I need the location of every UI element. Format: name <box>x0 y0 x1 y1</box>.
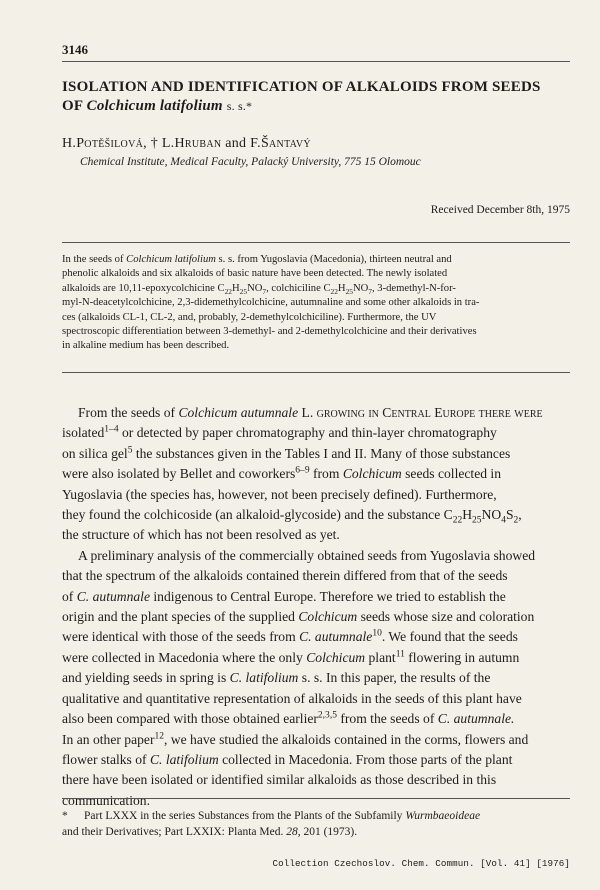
author-list: H.Potěšilová, † L.Hruban and F.Šantavý <box>62 136 311 151</box>
page-number: 3146 <box>62 42 88 57</box>
article-page <box>62 0 570 890</box>
article-title: ISOLATION AND IDENTIFICATION OF ALKALOIDS FROM SEEDS OF Colchicum latifolium s. s.* <box>62 79 541 114</box>
journal-citation: Collection Czechoslov. Chem. Commun. [Vol. 41] [1976] <box>272 858 570 869</box>
body-text: From the seeds of Colchicum autumnale L. growing in Central Europe there were isolated$^{1-4}$ or detected by paper chromatography and thin-layer chromatography on silica gel$^5$ the substances given in the Tables I and II. Many of those substances were also isolated by Bellet and coworkers$^{6-9}$ from Colchicum seeds collected in Yugoslavia (the species has, however, not been precisely defined). Furthermore, they found the colchicoside (an alkaloid-glycoside) and the substance $C_{22}H_{25}NO_4S_2$, the structure of which has not been resolved as yet. A preliminary analysis of the commercially obtained seeds from Yugoslavia showed that the spectrum of the alkaloids contained therein differed from that of the seeds of C. autumnale indigenous to Central Europe. Therefore we tried to establish the origin and the plant species of the supplied Colchicum seeds whose size and coloration were identical with those of the seeds from C. autumnale$^{10}$. We found that the seeds were collected in Macedonia where the only Colchicum plant$^{11}$ flowering in autumn and yielding seeds in spring is C. latifolium s. s. In this paper, the results of the qualitative and quantitative representation of alkaloids in the seeds of this plant have also been compared with those obtained earlier$^{2,3,5}$ from the seeds of C. autumnale. In an other paper$^{12}$, we have studied the alkaloids contained in the corms, flowers and flower stalks of C. latifolium collected in Macedonia. From those parts of the plant there have been isolated or identified similar alkaloids as those described in this communication. <box>62 405 543 808</box>
abstract-bottom-rule <box>62 372 570 373</box>
header-rule <box>62 61 570 62</box>
footnote-rule <box>62 798 570 799</box>
footnote: * Part LXXX in the series Substances from the Plants of the Subfamily Wurmbaeoideae and their Derivatives; Part LXXIX: Planta Med. 28, 201 (1973). <box>62 810 481 838</box>
received-date: Received December 8th, 1975 <box>430 204 570 216</box>
abstract: In the seeds of Colchicum latifolium s. s. from Yugoslavia (Macedonia), thirteen neutral and phenolic alkaloids and six alkaloids of basic nature have been detected. The newly isolated alkaloids are 10,11-epoxycolchicine $C_{22}H_{25}NO_7$, colchiciline $C_{22}H_{25}NO_7$, 3-demethyl-N-for- myl-N-deacetylcolchicine, 2,3-didemethylcolchicine, autumnaline and some other alkaloids in tra- ces (alkaloids CL-1, CL-2, and, probably, 2-demethylcolchiciline). Furthermore, the UV spectroscopic differentiation between 3-demethyl- and 2-demethylcolchicine and their derivatives in alkaline medium has been described. <box>62 254 480 352</box>
abstract-top-rule <box>62 242 570 243</box>
affiliation: Chemical Institute, Medical Faculty, Palacký University, 775 15 Olomouc <box>80 156 421 168</box>
